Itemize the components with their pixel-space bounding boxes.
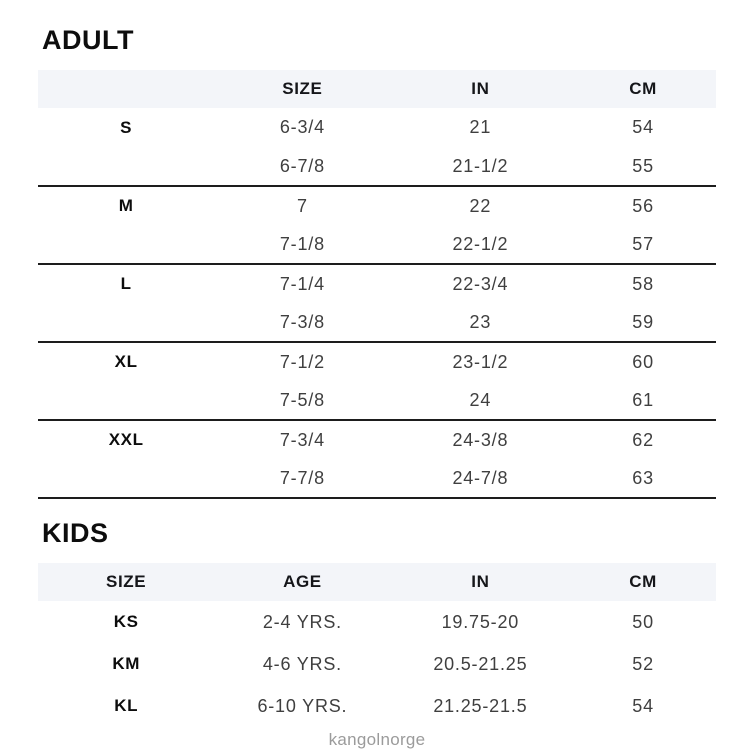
cm-value-cell: 55	[570, 147, 716, 186]
in-value-cell: 24	[391, 381, 571, 420]
table-row	[38, 108, 716, 147]
size-label-cell: KM	[112, 654, 140, 673]
adult-section-title: ADULT	[42, 25, 134, 55]
in-value-cell: 23	[391, 303, 571, 342]
table-row	[38, 420, 716, 459]
size-value-cell: 7-7/8	[214, 459, 390, 498]
age-value-cell: 6-10 YRS.	[257, 695, 348, 716]
kids-size-table	[38, 563, 716, 727]
size-label-cell	[38, 381, 214, 420]
size-label-cell: KS	[113, 612, 139, 631]
in-value-cell: 20.5-21.25	[433, 653, 528, 674]
size-value-cell: 6-3/4	[279, 117, 325, 137]
table-row	[38, 186, 716, 225]
cm-value-cell: 59	[570, 303, 716, 342]
in-value-cell: 19.75-20	[441, 611, 520, 632]
cm-value-cell: 57	[570, 225, 716, 264]
kids-section-title: KIDS	[42, 518, 109, 548]
size-label-cell	[38, 303, 214, 342]
table-row	[38, 381, 716, 420]
size-value-cell: 7-5/8	[214, 381, 390, 420]
size-value-cell: 7	[296, 195, 308, 216]
size-label-cell: M	[118, 196, 134, 215]
in-value-cell: 22-1/2	[391, 225, 571, 264]
size-value-cell: 7-3/4	[279, 429, 325, 450]
size-label-cell: KL	[114, 696, 139, 715]
adult-header-empty-cell	[38, 70, 214, 108]
in-value-cell: 24-3/8	[452, 429, 509, 450]
in-value-cell: 22	[469, 195, 492, 216]
table-row	[38, 303, 716, 342]
size-value-cell: 7-3/8	[214, 303, 390, 342]
cm-value-cell: 62	[632, 429, 654, 450]
table-row	[38, 459, 716, 498]
cm-value-cell: 54	[632, 695, 654, 716]
in-value-cell: 22-3/4	[452, 273, 509, 294]
size-label-cell	[38, 147, 214, 186]
size-value-cell: 6-7/8	[214, 147, 390, 186]
size-label-cell: L	[120, 274, 132, 293]
cm-value-cell: 58	[632, 273, 654, 294]
kids-header-size: SIZE	[38, 563, 214, 601]
table-row	[38, 225, 716, 264]
size-value-cell: 7-1/8	[214, 225, 390, 264]
size-label-cell: S	[120, 117, 133, 137]
size-label-cell	[38, 459, 214, 498]
adult-header-size: SIZE	[214, 70, 390, 108]
adult-header-cm: CM	[570, 70, 716, 108]
cm-value-cell: 50	[632, 611, 654, 632]
cm-value-cell: 54	[632, 117, 654, 137]
size-value-cell: 7-1/4	[279, 273, 325, 294]
size-label-cell: XXL	[108, 430, 144, 449]
cm-value-cell: 63	[570, 459, 716, 498]
kids-header-cm: CM	[570, 563, 716, 601]
kids-header-in: IN	[391, 563, 571, 601]
cm-value-cell: 52	[632, 653, 654, 674]
in-value-cell: 21.25-21.5	[433, 695, 528, 716]
table-row	[38, 342, 716, 381]
in-value-cell: 24-7/8	[391, 459, 571, 498]
table-row	[38, 601, 716, 643]
brand-watermark: kangolnorge	[328, 730, 426, 749]
size-label-cell: XL	[114, 352, 138, 371]
table-row	[38, 685, 716, 727]
age-value-cell: 4-6 YRS.	[262, 653, 342, 674]
age-value-cell: 2-4 YRS.	[262, 611, 342, 632]
cm-value-cell: 61	[570, 381, 716, 420]
in-value-cell: 21	[469, 117, 492, 137]
size-value-cell: 7-1/2	[279, 351, 325, 372]
adult-header-in: IN	[391, 70, 571, 108]
kids-header-age: AGE	[214, 563, 390, 601]
table-row	[38, 643, 716, 685]
adult-header-row	[38, 70, 716, 108]
in-value-cell: 23-1/2	[452, 351, 509, 372]
kids-header-row	[38, 563, 716, 601]
cm-value-cell: 60	[632, 351, 654, 372]
table-row	[38, 147, 716, 186]
table-row	[38, 264, 716, 303]
in-value-cell: 21-1/2	[391, 147, 571, 186]
size-label-cell	[38, 225, 214, 264]
cm-value-cell: 56	[632, 195, 654, 216]
adult-size-table	[38, 70, 716, 499]
